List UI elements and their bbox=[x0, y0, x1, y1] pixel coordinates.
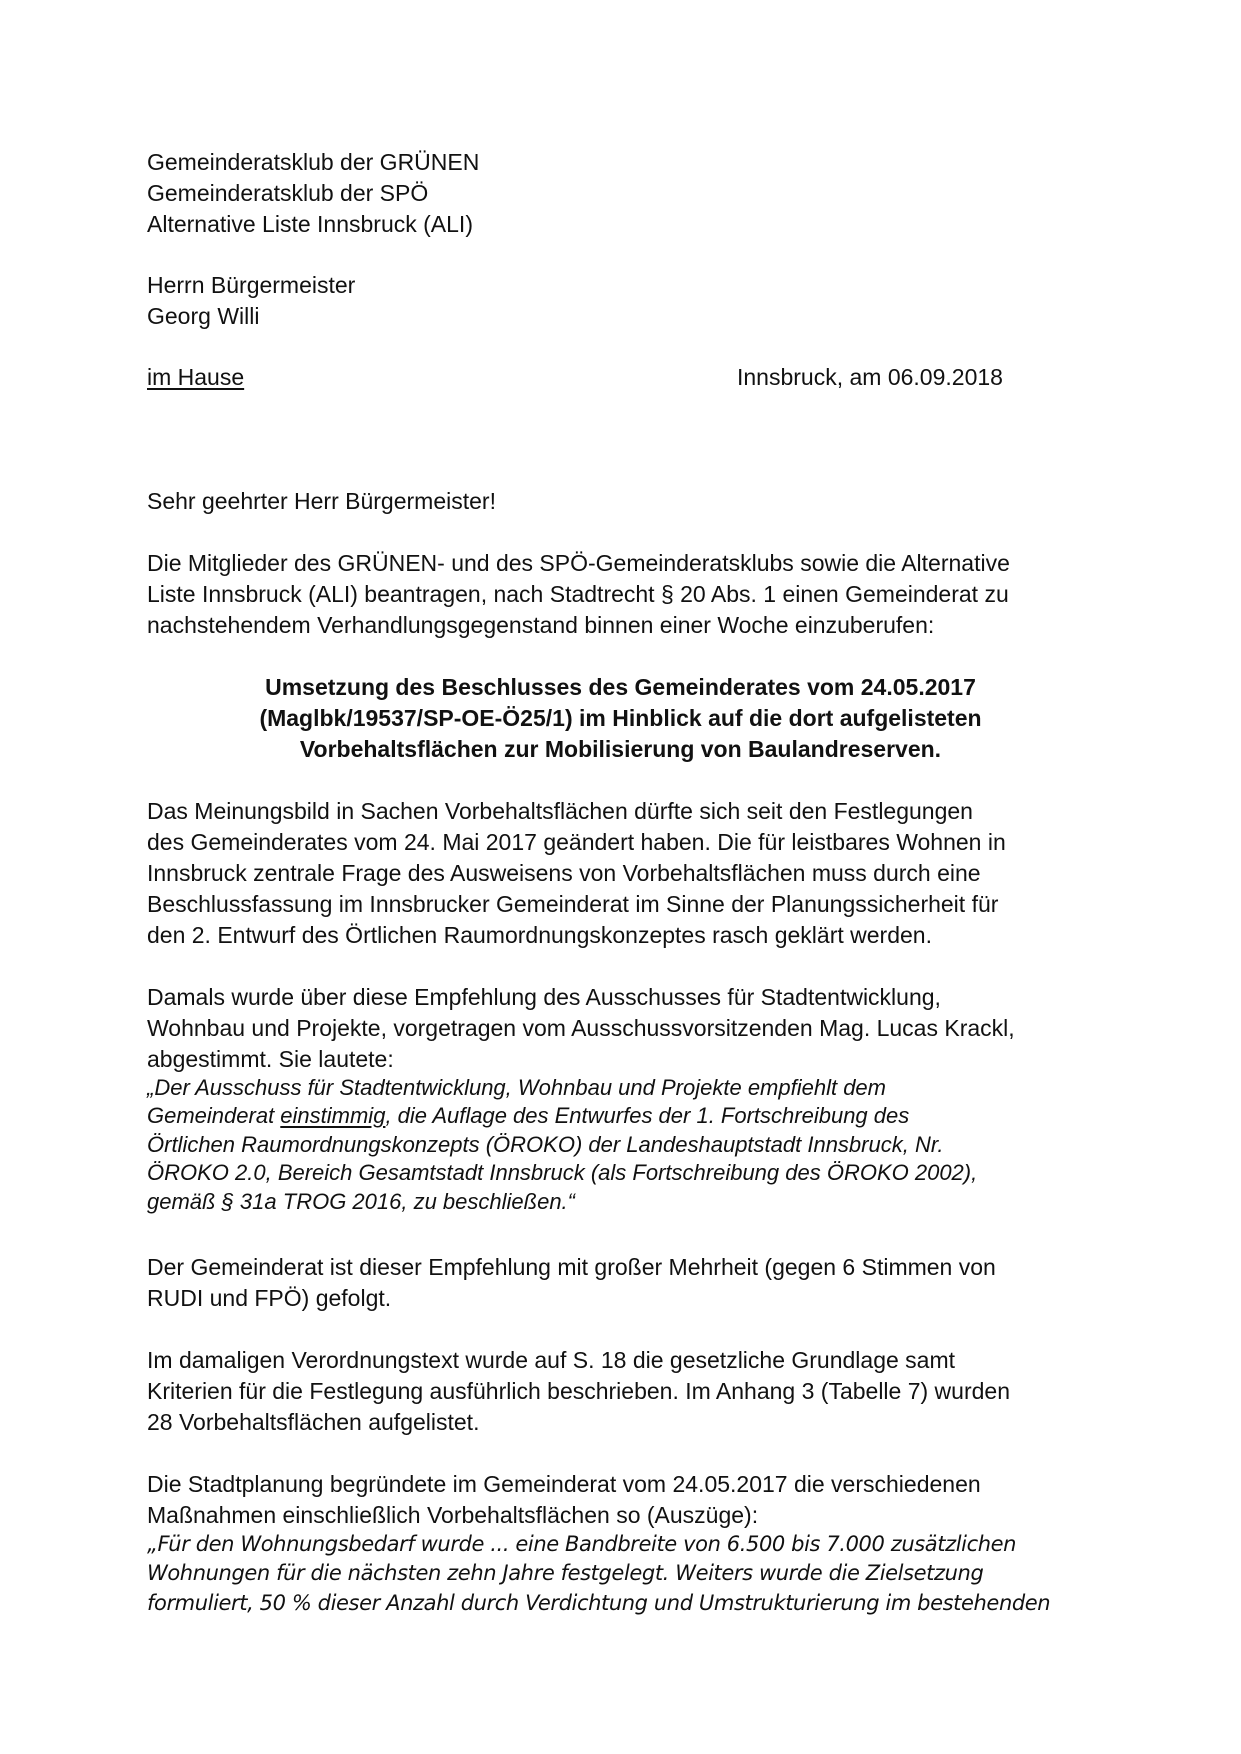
sender-line: Gemeinderatsklub der GRÜNEN bbox=[147, 149, 480, 175]
salutation: Sehr geehrter Herr Bürgermeister! bbox=[147, 488, 496, 514]
place-date: Innsbruck, am 06.09.2018 bbox=[737, 364, 1003, 390]
quote-line bbox=[147, 1102, 909, 1131]
subject-line: Vorbehaltsflächen zur Mobilisierung von Baulandreserven. bbox=[299, 736, 942, 762]
sender-line: Gemeinderatsklub der SPÖ bbox=[147, 180, 429, 206]
quote-line: gemäß § 31a TROG 2016, zu beschließen.“ bbox=[147, 1189, 575, 1214]
recipient-line: Georg Willi bbox=[147, 303, 260, 329]
text-line: Damals wurde über diese Empfehlung des Ausschusses für Stadtentwicklung, bbox=[147, 984, 941, 1010]
text-line: Maßnahmen einschließlich Vorbehaltsflächen so (Auszüge): bbox=[147, 1502, 759, 1528]
text-line: Beschlussfassung im Innsbrucker Gemeinderat im Sinne der Planungssicherheit für bbox=[147, 891, 999, 917]
text-line: Die Stadtplanung begründete im Gemeinderat vom 24.05.2017 die verschiedenen bbox=[147, 1471, 981, 1497]
quote-text: Gemeinderat bbox=[147, 1103, 281, 1128]
text-line: Kriterien für die Festlegung ausführlich beschrieben. Im Anhang 3 (Tabelle 7) wurden bbox=[147, 1378, 1010, 1404]
text-line: des Gemeinderates vom 24. Mai 2017 geändert haben. Die für leistbares Wohnen in bbox=[147, 829, 1006, 855]
text-line: Im damaligen Verordnungstext wurde auf S. 18 die gesetzliche Grundlage samt bbox=[147, 1347, 956, 1373]
subject-line: (Maglbk/19537/SP-OE-Ö25/1) im Hinblick auf die dort aufgelisteten bbox=[259, 705, 982, 731]
quote-line: ÖROKO 2.0, Bereich Gesamtstadt Innsbruck (als Fortschreibung des ÖROKO 2002), bbox=[147, 1160, 978, 1185]
text-line: 28 Vorbehaltsflächen aufgelistet. bbox=[147, 1409, 480, 1435]
text-line: Der Gemeinderat ist dieser Empfehlung mit großer Mehrheit (gegen 6 Stimmen von bbox=[147, 1254, 996, 1280]
quote-line: „Für den Wohnungsbedarf wurde ... eine Bandbreite von 6.500 bis 7.000 zusätzlichen bbox=[147, 1532, 1017, 1556]
text-line: nachstehendem Verhandlungsgegenstand binnen einer Woche einzuberufen: bbox=[147, 612, 935, 638]
text-line: RUDI und FPÖ) gefolgt. bbox=[147, 1285, 392, 1311]
text-line: Das Meinungsbild in Sachen Vorbehaltsflächen dürfte sich seit den Festlegungen bbox=[147, 798, 973, 824]
text-line: den 2. Entwurf des Örtlichen Raumordnungskonzeptes rasch geklärt werden. bbox=[147, 922, 932, 948]
subject-line: Umsetzung des Beschlusses des Gemeinderates vom 24.05.2017 bbox=[265, 674, 976, 700]
recipient-location: im Hause bbox=[147, 364, 245, 390]
text-line: Wohnbau und Projekte, vorgetragen vom Ausschussvorsitzenden Mag. Lucas Krackl, bbox=[147, 1015, 1015, 1041]
quote-line: Wohnungen für die nächsten zehn Jahre festgelegt. Weiters wurde die Zielsetzung bbox=[147, 1561, 984, 1585]
quote-line: Örtlichen Raumordnungskonzepts (ÖROKO) der Landeshauptstadt Innsbruck, Nr. bbox=[147, 1132, 944, 1157]
text-line: Innsbruck zentrale Frage des Ausweisens von Vorbehaltsflächen muss durch eine bbox=[147, 860, 981, 886]
text-line: abgestimmt. Sie lautete: bbox=[147, 1046, 394, 1072]
quote-emphasis: einstimmig bbox=[280, 1103, 386, 1128]
text-line: Liste Innsbruck (ALI) beantragen, nach Stadtrecht § 20 Abs. 1 einen Gemeinderat zu bbox=[147, 581, 1009, 607]
quote-text: , die Auflage des Entwurfes der 1. Fortschreibung des bbox=[385, 1103, 910, 1128]
text-line: Die Mitglieder des GRÜNEN- und des SPÖ-Gemeinderatsklubs sowie die Alternative bbox=[147, 550, 1010, 576]
sender-line: Alternative Liste Innsbruck (ALI) bbox=[147, 211, 473, 237]
quote-line: formuliert, 50 % dieser Anzahl durch Verdichtung und Umstrukturierung im bestehenden bbox=[147, 1591, 1051, 1615]
quote-line: „Der Ausschuss für Stadtentwicklung, Wohnbau und Projekte empfiehlt dem bbox=[147, 1075, 886, 1100]
recipient-line: Herrn Bürgermeister bbox=[147, 272, 356, 298]
